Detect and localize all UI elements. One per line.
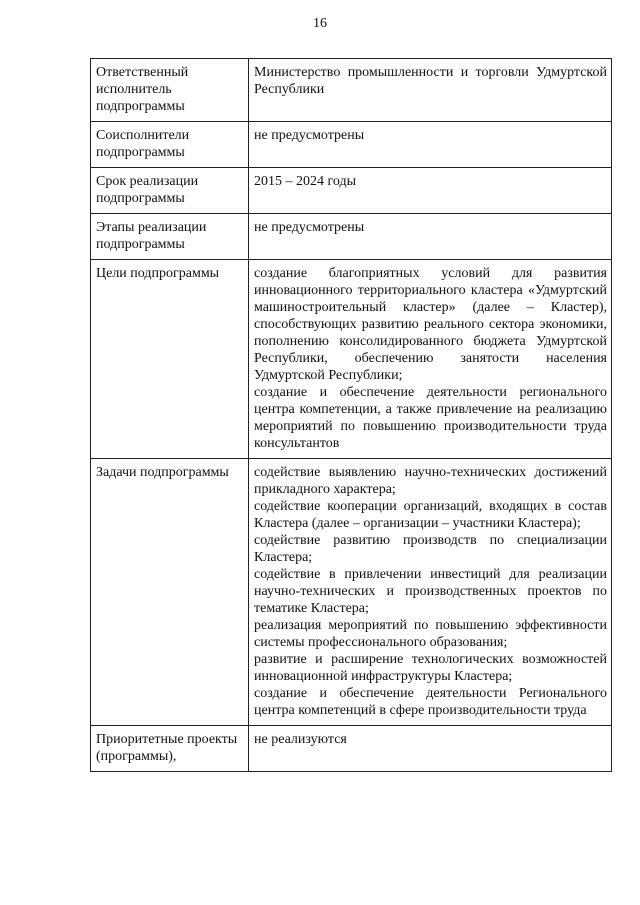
value-paragraph: создание и обеспечение деятельности Регионального центра компетенций в сфере производительности труда: [254, 686, 607, 718]
value-paragraph: не предусмотрены: [254, 220, 365, 235]
table-row: [91, 168, 612, 214]
row-value: [249, 726, 612, 772]
table-row: [91, 260, 612, 459]
table-row: [91, 459, 612, 726]
row-value: [249, 59, 612, 122]
value-paragraph: не реализуются: [254, 732, 347, 747]
row-label: Приоритетные проекты (программы),: [91, 726, 249, 772]
value-paragraph: 2015 – 2024 годы: [254, 174, 357, 189]
table-row: [91, 214, 612, 260]
value-paragraph: реализация мероприятий по повышению эффективности системы профессионального образования;: [254, 618, 607, 650]
value-paragraph: не предусмотрены: [254, 128, 365, 143]
subprogram-passport-table: [90, 58, 612, 772]
table-row: [91, 122, 612, 168]
value-paragraph: содействие развитию производств по специализации Кластера;: [254, 533, 607, 565]
value-paragraph: создание и обеспечение деятельности регионального центра компетенции, а также привлечение на реализацию мероприятий по повышению производительности труда консультантов: [254, 385, 607, 451]
table-row: [91, 59, 612, 122]
row-label: Срок реализации подпрограммы: [91, 168, 249, 214]
row-value: [249, 260, 612, 459]
row-value: [249, 122, 612, 168]
value-paragraph: Министерство промышленности и торговли Удмуртской Республики: [254, 65, 607, 97]
value-paragraph: создание благоприятных условий для развития инновационного территориального кластера «Удмуртский машиностроительный кластер» (далее – Кластер), способствующих развитию реального сектора экономики, пополнению консолидированного бюджета Удмуртской Республики, обеспечению занятости населения Удмуртской Республики;: [254, 266, 607, 383]
row-value: [249, 168, 612, 214]
value-paragraph: развитие и расширение технологических возможностей инновационной инфраструктуры Кластера;: [254, 652, 607, 684]
value-paragraph: содействие кооперации организаций, входящих в состав Кластера (далее – организации – участники Кластера);: [254, 499, 607, 531]
value-paragraph: содействие выявлению научно-технических достижений прикладного характера;: [254, 465, 607, 497]
value-paragraph: содействие в привлечении инвестиций для реализации научно-технических и производственных проектов по тематике Кластера;: [254, 567, 607, 616]
row-label: Цели подпрограммы: [91, 260, 249, 459]
table-row: [91, 726, 612, 772]
page-number: 16: [313, 16, 327, 31]
row-label: Этапы реализации подпрограммы: [91, 214, 249, 260]
row-label: Задачи подпрограммы: [91, 459, 249, 726]
row-value: [249, 214, 612, 260]
row-value: [249, 459, 612, 726]
row-label: Ответственный исполнитель подпрограммы: [91, 59, 249, 122]
row-label: Соисполнители подпрограммы: [91, 122, 249, 168]
